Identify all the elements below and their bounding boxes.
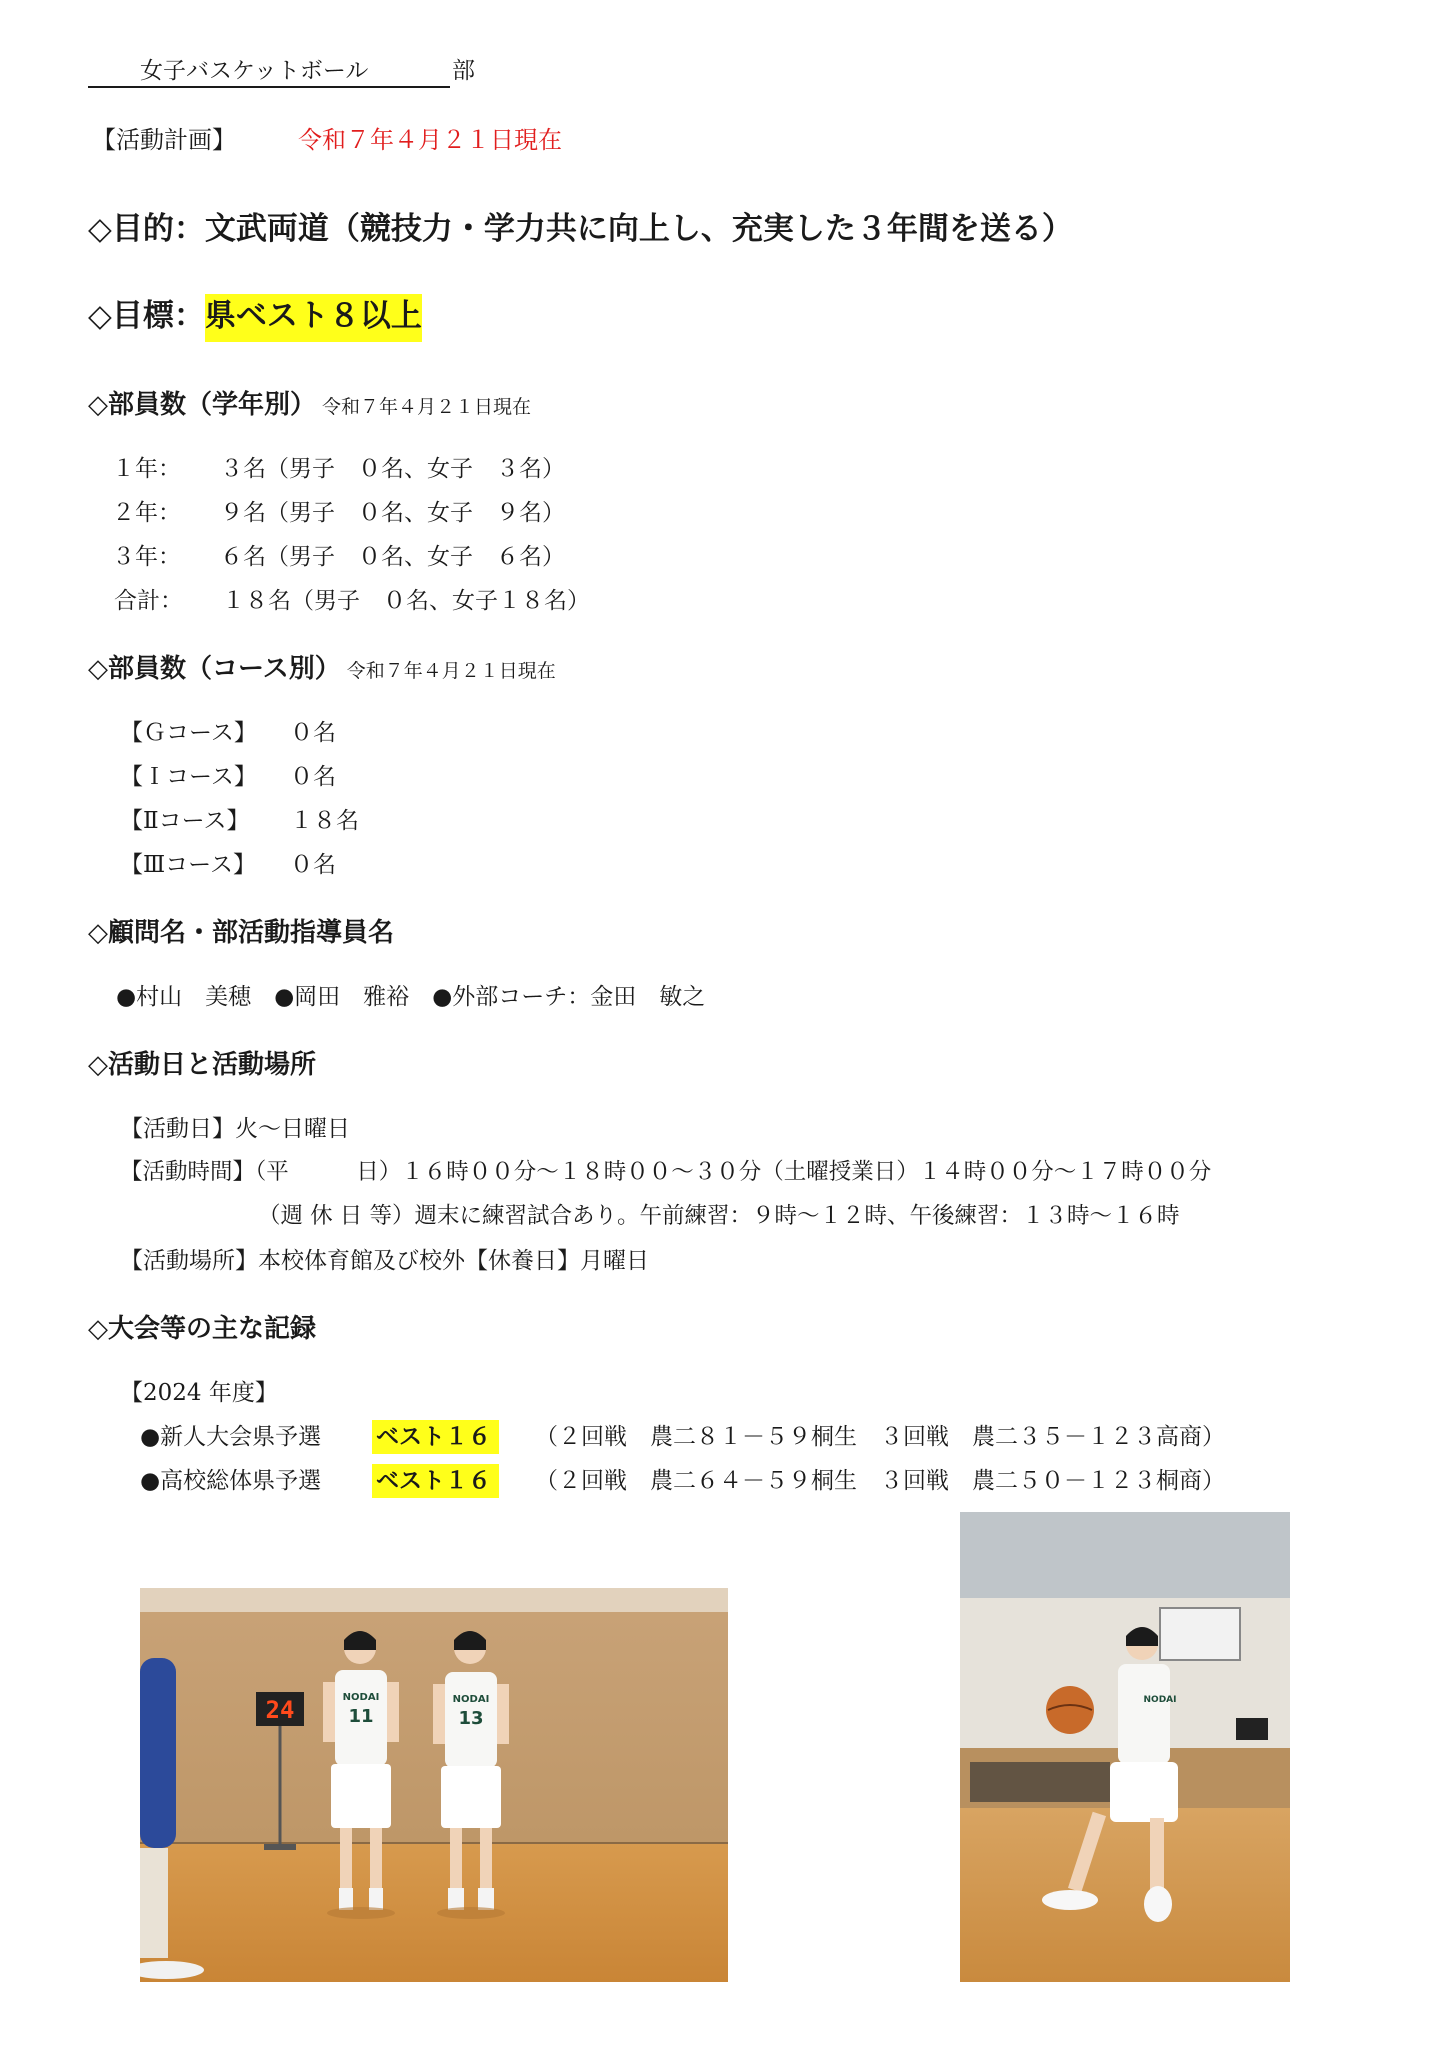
purpose-heading: ◇目的：文武両道（競技力・学力共に向上し、充実した３年間を送る）: [88, 211, 1073, 247]
members-course-date: 令和７年４月２１日現在: [346, 660, 556, 682]
grade-row-total: 合計： １８名（男子 ０名、女子１８名）: [114, 588, 590, 614]
record-detail: （２回戦 農二６４－５９桐生 ３回戦 農二５０－１２３桐商）: [535, 1468, 1225, 1494]
course-row-3: 【Ⅲコース】 ０名: [120, 852, 336, 878]
goal-value: 県ベスト８以上: [205, 294, 422, 342]
record-detail: （２回戦 農二８１－５９桐生 ３回戦 農二３５－１２３高商）: [535, 1424, 1225, 1450]
course-row-g: 【Ｇコース】 ０名: [120, 720, 336, 746]
advisors-heading: ◇顧問名・部活動指導員名: [88, 918, 394, 948]
record-item-1: [140, 1418, 1225, 1451]
jersey-text-a: NODAI: [342, 1692, 380, 1703]
activity-place: 【活動場所】本校体育館及び校外【休養日】月曜日: [120, 1248, 649, 1274]
records-heading: ◇大会等の主な記録: [88, 1314, 316, 1344]
shot-clock-display: 24: [265, 1696, 295, 1724]
grade-row-3: ３年： ６名（男子 ０名、女子 ６名）: [112, 544, 565, 570]
goal-heading: [88, 290, 422, 335]
record-event: ●高校総体県予選: [140, 1468, 322, 1494]
club-suffix: 部: [452, 58, 475, 84]
jersey-text-right: NODAI: [1143, 1695, 1177, 1705]
members-course-heading: ◇部員数（コース別） 令和７年４月２１日現在: [88, 654, 556, 684]
course-row-2: 【Ⅱコース】 １８名: [120, 808, 359, 834]
grade-row-2: ２年： ９名（男子 ０名、女子 ９名）: [112, 500, 565, 526]
record-result: ベスト１６: [372, 1420, 499, 1454]
team-photo-right: [960, 1512, 1290, 1982]
course-row-1: 【Ｉコース】 ０名: [120, 764, 336, 790]
members-grade-date: 令和７年４月２１日現在: [322, 396, 532, 418]
jersey-number-a: 11: [348, 1706, 374, 1727]
grade-row-1: １年： ３名（男子 ０名、女子 ３名）: [112, 456, 565, 482]
activity-time-1: 【活動時間】（平 日）１６時００分～１８時００～３０分（土曜授業日）１４時００分～１７時００分: [120, 1159, 1212, 1185]
activity-time-2: （週 休 日 等）週末に練習試合あり。午前練習：９時～１２時、午後練習：１３時～１６時: [258, 1203, 1180, 1229]
jersey-number-b: 13: [458, 1708, 484, 1729]
record-item-2: [140, 1462, 1225, 1495]
club-name: 女子バスケットボール: [140, 58, 369, 84]
plan-date: 令和７年４月２１日現在: [298, 126, 562, 154]
goal-label: ◇目標：: [88, 298, 205, 334]
activity-days: 【活動日】火～日曜日: [120, 1116, 350, 1142]
members-grade-heading: ◇部員数（学年別） 令和７年４月２１日現在: [88, 390, 532, 420]
activity-heading: ◇活動日と活動場所: [88, 1050, 316, 1080]
record-event: ●新人大会県予選: [140, 1424, 322, 1450]
records-year: 【2024 年度】: [120, 1380, 278, 1406]
team-photo-left: [140, 1588, 728, 1982]
jersey-text-b: NODAI: [452, 1694, 490, 1705]
record-result: ベスト１６: [372, 1464, 499, 1498]
advisors-line: ●村山 美穂 ●岡田 雅裕 ●外部コーチ：金田 敏之: [116, 984, 706, 1010]
club-name-underline: [88, 86, 450, 88]
plan-label: 【活動計画】: [92, 126, 236, 154]
